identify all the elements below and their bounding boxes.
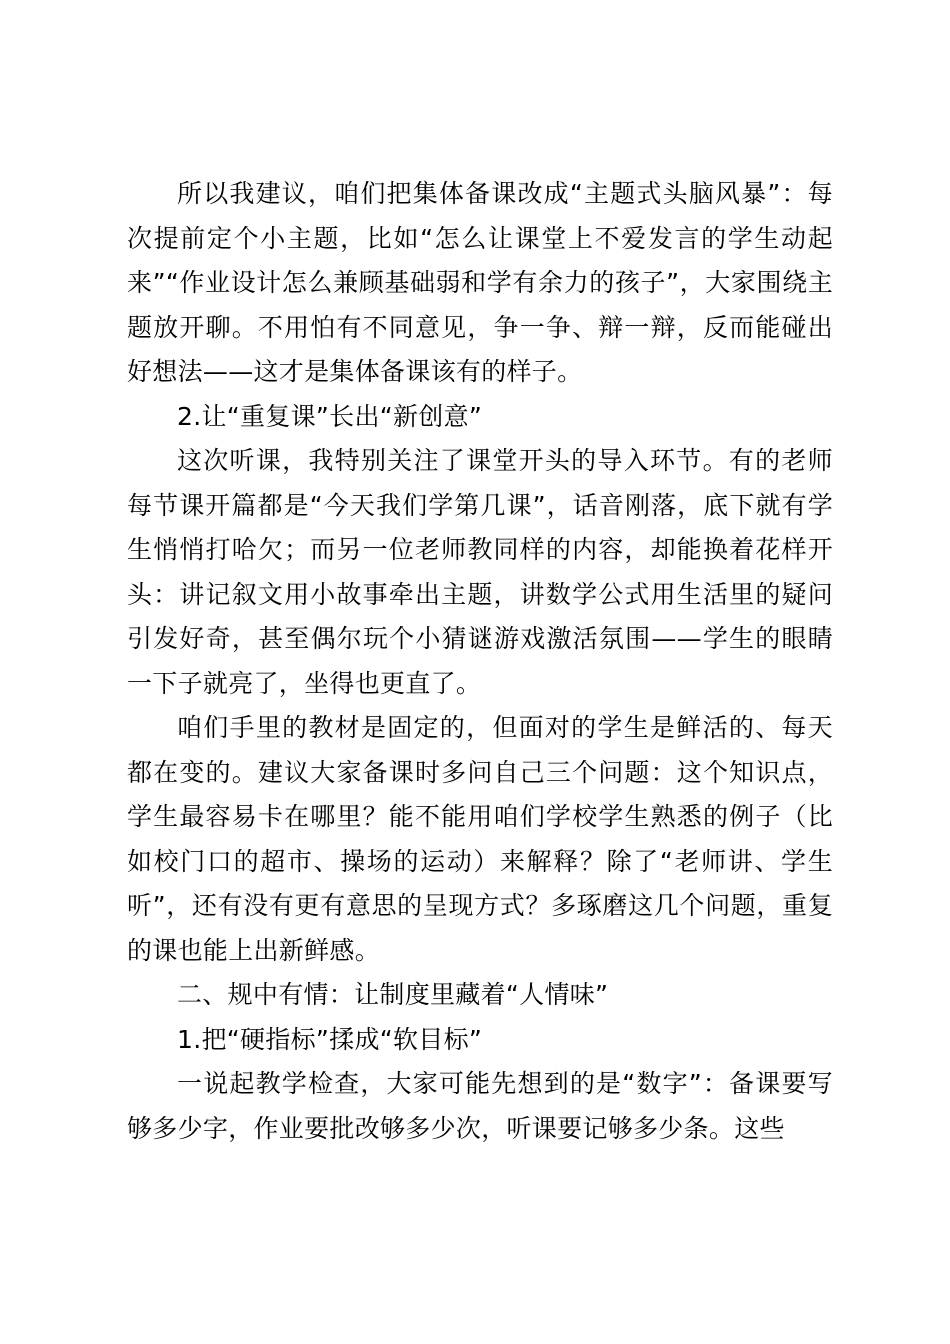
paragraph-lesson-introduction: 这次听课，我特别关注了课堂开头的导入环节。有的老师每节课开篇都是“今天我们学第几课”，话音刚落，底下就有学生悄悄打哈欠；而另一位老师教同样的内容，却能换着花样开头：讲记叙文用小故事牵出主题，讲数学公式用生活里的疑问引发好奇，甚至偶尔玩个小猜谜游戏激活氛围——学生的眼睛一下子就亮了，坐得也更直了。 (127, 446, 833, 698)
subheading-repeat-lesson-creativity: 2.让“重复课”长出“新创意” (177, 401, 483, 431)
paragraph-collective-lesson-planning: 所以我建议，咱们把集体备课改成“主题式头脑风暴”：每次提前定个小主题，比如“怎么让课堂上不爱发言的学生动起来”“作业设计怎么兼顾基础弱和学有余力的孩子”，大家围绕主题放开聊。不用怕有不同意见，争一争、辩一辩，反而能碰出好想法——这才是集体备课该有的样子。 (127, 179, 833, 386)
document-page (127, 172, 833, 1151)
subheading-hard-to-soft-targets: 1.把“硬指标”揉成“软目标” (177, 1024, 483, 1054)
paragraph-three-questions: 咱们手里的教材是固定的，但面对的学生是鲜活的、每天都在变的。建议大家备课时多问自己三个问题：这个知识点，学生最容易卡在哪里？能不能用咱们学校学生熟悉的例子（比如校门口的超市、操场的运动）来解释？除了“老师讲、学生听”，还有没有更有意思的呈现方式？多琢磨这几个问题，重复的课也能上出新鲜感。 (127, 713, 833, 965)
paragraph-teaching-inspection: 一说起教学检查，大家可能先想到的是“数字”：备课要写够多少字，作业要批改够多少次，听课要记够多少条。这些 (127, 1069, 833, 1143)
section-heading-human-touch: 二、规中有情：让制度里藏着“人情味” (177, 980, 609, 1009)
